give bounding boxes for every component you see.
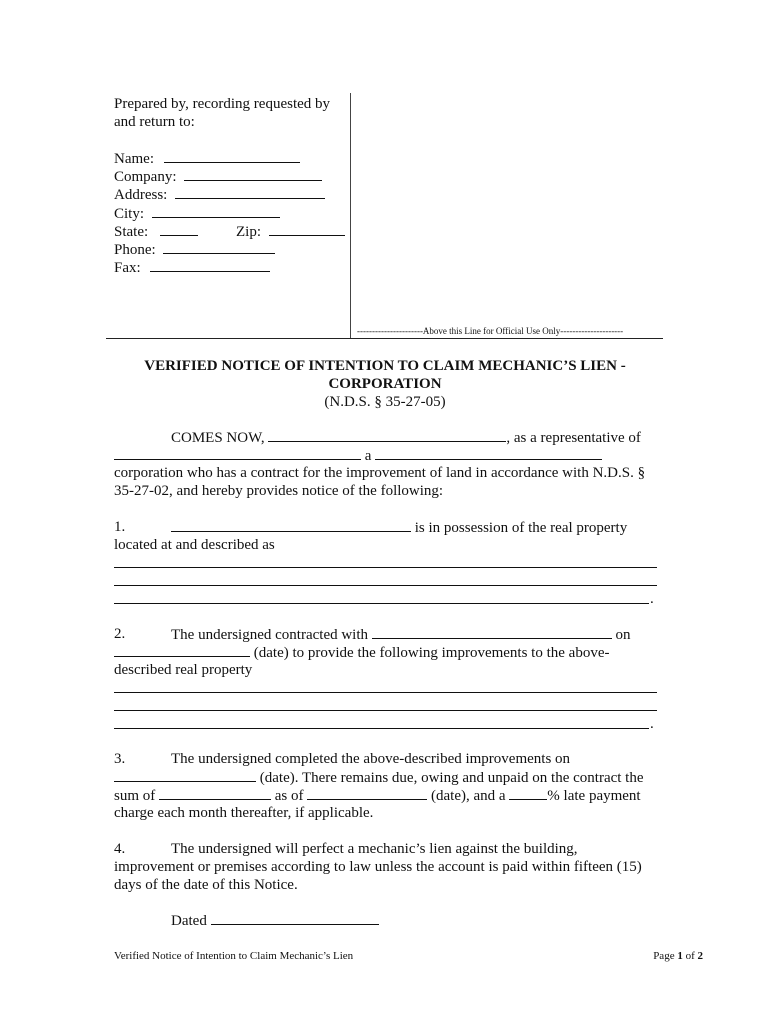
dated-label: Dated (171, 913, 207, 929)
item-4-number: 4. (114, 841, 126, 857)
contractor-blank (372, 625, 612, 639)
item-3-line-3 (114, 786, 641, 805)
phone-blank (163, 240, 275, 254)
corporation-name-blank (114, 446, 361, 460)
name-blank (164, 149, 300, 163)
a-text: a (364, 448, 372, 464)
dated-line (171, 911, 379, 930)
item-1-period: . (650, 591, 654, 607)
improvements-line-2 (114, 710, 657, 711)
item-4-text-a: The undersigned will perfect a mechanic’s lien against the building, (171, 841, 578, 857)
company-blank (184, 167, 322, 181)
item-2-text-c: described real property (114, 662, 253, 678)
official-use-text: ----------------------Above this Line for Official Use Only--------------------- (357, 326, 624, 336)
document-title-line-2: CORPORATION (328, 376, 442, 392)
company-label: Company: (114, 169, 177, 185)
fax-blank (150, 258, 270, 272)
city-blank (152, 204, 280, 218)
of-word: of (685, 950, 695, 962)
as-of-date-blank (307, 786, 427, 800)
sum-blank (159, 786, 271, 800)
document-title-line-1: VERIFIED NOTICE OF INTENTION TO CLAIM MECHANIC’S LIEN - (144, 358, 626, 374)
item-2-line-2 (114, 643, 610, 662)
fax-field (114, 258, 270, 277)
sum-of-text: sum of (114, 788, 156, 804)
fax-label: Fax: (114, 260, 141, 276)
header-divider-left (106, 338, 354, 339)
name-label: Name: (114, 151, 154, 167)
late-percent-blank (509, 786, 547, 800)
representative-name-blank (268, 428, 506, 442)
item-3-line-2 (114, 768, 644, 787)
contract-date-blank (114, 643, 250, 657)
company-field (114, 167, 322, 186)
improvements-line-3 (114, 728, 649, 729)
as-of-text: as of (274, 788, 304, 804)
zip-blank (269, 222, 345, 236)
zip-field (236, 222, 345, 241)
dated-blank (211, 911, 379, 925)
zip-label: Zip: (236, 224, 261, 240)
item-2-period: . (650, 716, 654, 732)
page-word: Page (653, 950, 675, 962)
prepared-by-line-2: and return to: (114, 114, 195, 130)
footer-title: Verified Notice of Intention to Claim Mechanic’s Lien (114, 950, 354, 962)
intro-line-1 (171, 428, 641, 447)
comes-now-text: COMES NOW, (171, 430, 265, 446)
possessor-blank (171, 518, 411, 532)
item-4-text-c: days of the date of this Notice. (114, 877, 298, 893)
name-field (114, 149, 300, 168)
item-4-text-b: improvement or premises according to law unless the account is paid within fifteen (15) (114, 859, 642, 875)
late-payment-text: % late payment (547, 788, 641, 804)
intro-line-2 (114, 446, 602, 465)
header-divider-right (354, 338, 663, 339)
current-page: 1 (677, 950, 683, 962)
header-divider-vertical (350, 93, 351, 339)
city-field (114, 204, 280, 223)
state-label: State: (114, 224, 149, 240)
item-2-line-1 (171, 625, 631, 644)
property-description-line-3 (114, 603, 649, 604)
property-description-line-1 (114, 567, 657, 568)
item-3-number: 3. (114, 751, 126, 767)
city-label: City: (114, 206, 145, 222)
item-3-text-b: (date). There remains due, owing and unpaid on the contract the (259, 770, 644, 786)
corporation-type-blank (375, 446, 602, 460)
address-field (114, 185, 325, 204)
date-and-a-text: (date), and a (431, 788, 506, 804)
state-field (114, 222, 198, 241)
prepared-by-line-1: Prepared by, recording requested by (114, 96, 331, 112)
phone-label: Phone: (114, 242, 156, 258)
statute-reference: (N.D.S. § 35-27-05) (324, 394, 446, 410)
item-3-text-a: The undersigned completed the above-described improvements on (171, 751, 571, 767)
property-description-line-2 (114, 585, 657, 586)
state-blank (160, 222, 198, 236)
item-2-on: on (615, 627, 631, 643)
item-1-text-b: located at and described as (114, 537, 275, 553)
page-number (653, 950, 703, 963)
item-1-text-a: is in possession of the real property (414, 520, 628, 536)
item-3-text-d: charge each month thereafter, if applicable. (114, 805, 374, 821)
item-2-text-b: (date) to provide the following improvements to the above- (253, 645, 610, 661)
phone-field (114, 240, 275, 259)
item-1-number: 1. (114, 519, 126, 535)
item-2-number: 2. (114, 626, 126, 642)
intro-line-3: corporation who has a contract for the improvement of land in accordance with N.D.S. § (114, 465, 646, 481)
intro-line-4: 35-27-02, and hereby provides notice of the following: (114, 483, 444, 499)
address-blank (175, 185, 325, 199)
as-representative-text: , as a representative of (506, 430, 641, 446)
improvements-line-1 (114, 692, 657, 693)
address-label: Address: (114, 187, 168, 203)
completion-date-blank (114, 768, 256, 782)
total-pages: 2 (697, 950, 703, 962)
item-2-text-a: The undersigned contracted with (171, 627, 369, 643)
item-1-line-1 (171, 518, 627, 537)
